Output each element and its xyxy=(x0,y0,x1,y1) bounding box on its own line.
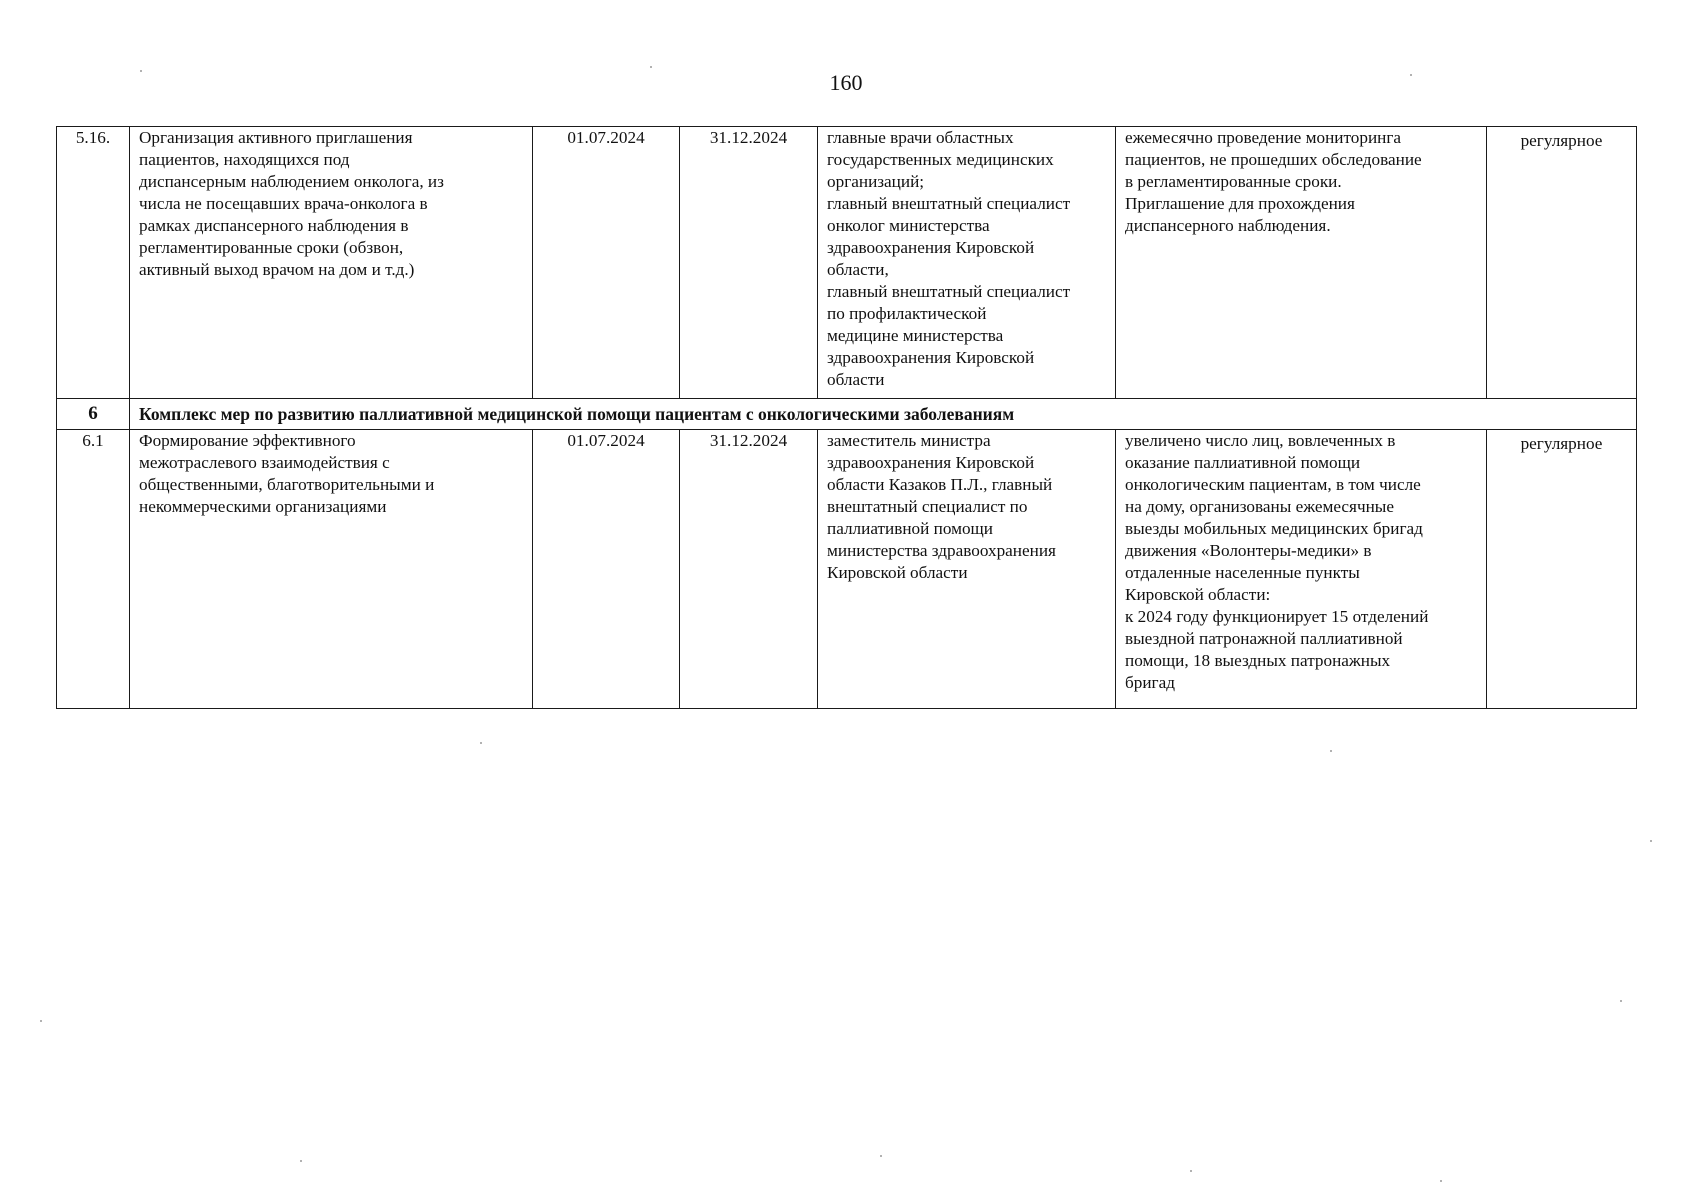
end-date-cell: 31.12.2024 xyxy=(680,430,818,709)
start-date-cell: 01.07.2024 xyxy=(533,127,680,399)
responsible-cell: заместитель министра здравоохранения Кировской области Казаков П.Л., главный внештатный специалист по паллиативной помощи министерства здравоохранения Кировской области xyxy=(818,430,1116,709)
scan-speck xyxy=(1190,1170,1192,1172)
scan-speck xyxy=(1620,1000,1622,1002)
row-number: 6.1 xyxy=(57,430,130,709)
measure-cell: Формирование эффективного межотраслевого взаимодействия с общественными, благотворительными и некоммерческими организациями xyxy=(130,430,533,709)
scan-speck xyxy=(140,70,142,72)
table-row xyxy=(57,127,1637,399)
scan-speck xyxy=(1410,74,1412,76)
scan-speck xyxy=(1440,1180,1442,1182)
result-cell: ежемесячно проведение мониторинга пациентов, не прошедших обследование в регламентированные сроки. Приглашение для прохождения диспансерного наблюдения. xyxy=(1116,127,1487,399)
scan-speck xyxy=(650,66,652,68)
scan-speck xyxy=(1330,750,1332,752)
scan-speck xyxy=(480,742,482,744)
scan-speck xyxy=(1650,840,1652,842)
type-cell: регулярное xyxy=(1487,127,1637,399)
result-cell: увеличено число лиц, вовлеченных в оказание паллиативной помощи онкологическим пациентам, в том числе на дому, организованы ежемесячные выезды мобильных медицинских бригад движения «Волонтеры-медики» в отдаленные населенные пункты Кировской области: к 2024 году функционирует 15 отделений выездной патронажной паллиативной помощи, 18 выездных патронажных бригад xyxy=(1116,430,1487,709)
scan-speck xyxy=(300,1160,302,1162)
start-date-cell: 01.07.2024 xyxy=(533,430,680,709)
measure-cell: Организация активного приглашения пациентов, находящихся под диспансерным наблюдением онколога, из числа не посещавших врача-онколога в рамках диспансерного наблюдения в регламентированные сроки (обзвон, активный выход врачом на дом и т.д.) xyxy=(130,127,533,399)
row-number: 5.16. xyxy=(57,127,130,399)
action-plan-table xyxy=(56,126,1637,709)
scan-speck xyxy=(40,1020,42,1022)
responsible-cell: главные врачи областных государственных медицинских организаций; главный внештатный специалист онколог министерства здравоохранения Кировской области, главный внештатный специалист по профилактической медицине министерства здравоохранения Кировской области xyxy=(818,127,1116,399)
end-date-cell: 31.12.2024 xyxy=(680,127,818,399)
type-cell: регулярное xyxy=(1487,430,1637,709)
section-row xyxy=(57,399,1637,430)
page-number: 160 xyxy=(829,70,863,95)
scan-speck xyxy=(880,1155,882,1157)
section-title: Комплекс мер по развитию паллиативной медицинской помощи пациентам с онкологическими заболеваниям xyxy=(130,399,1637,430)
section-number: 6 xyxy=(57,399,130,430)
table-row xyxy=(57,430,1637,709)
